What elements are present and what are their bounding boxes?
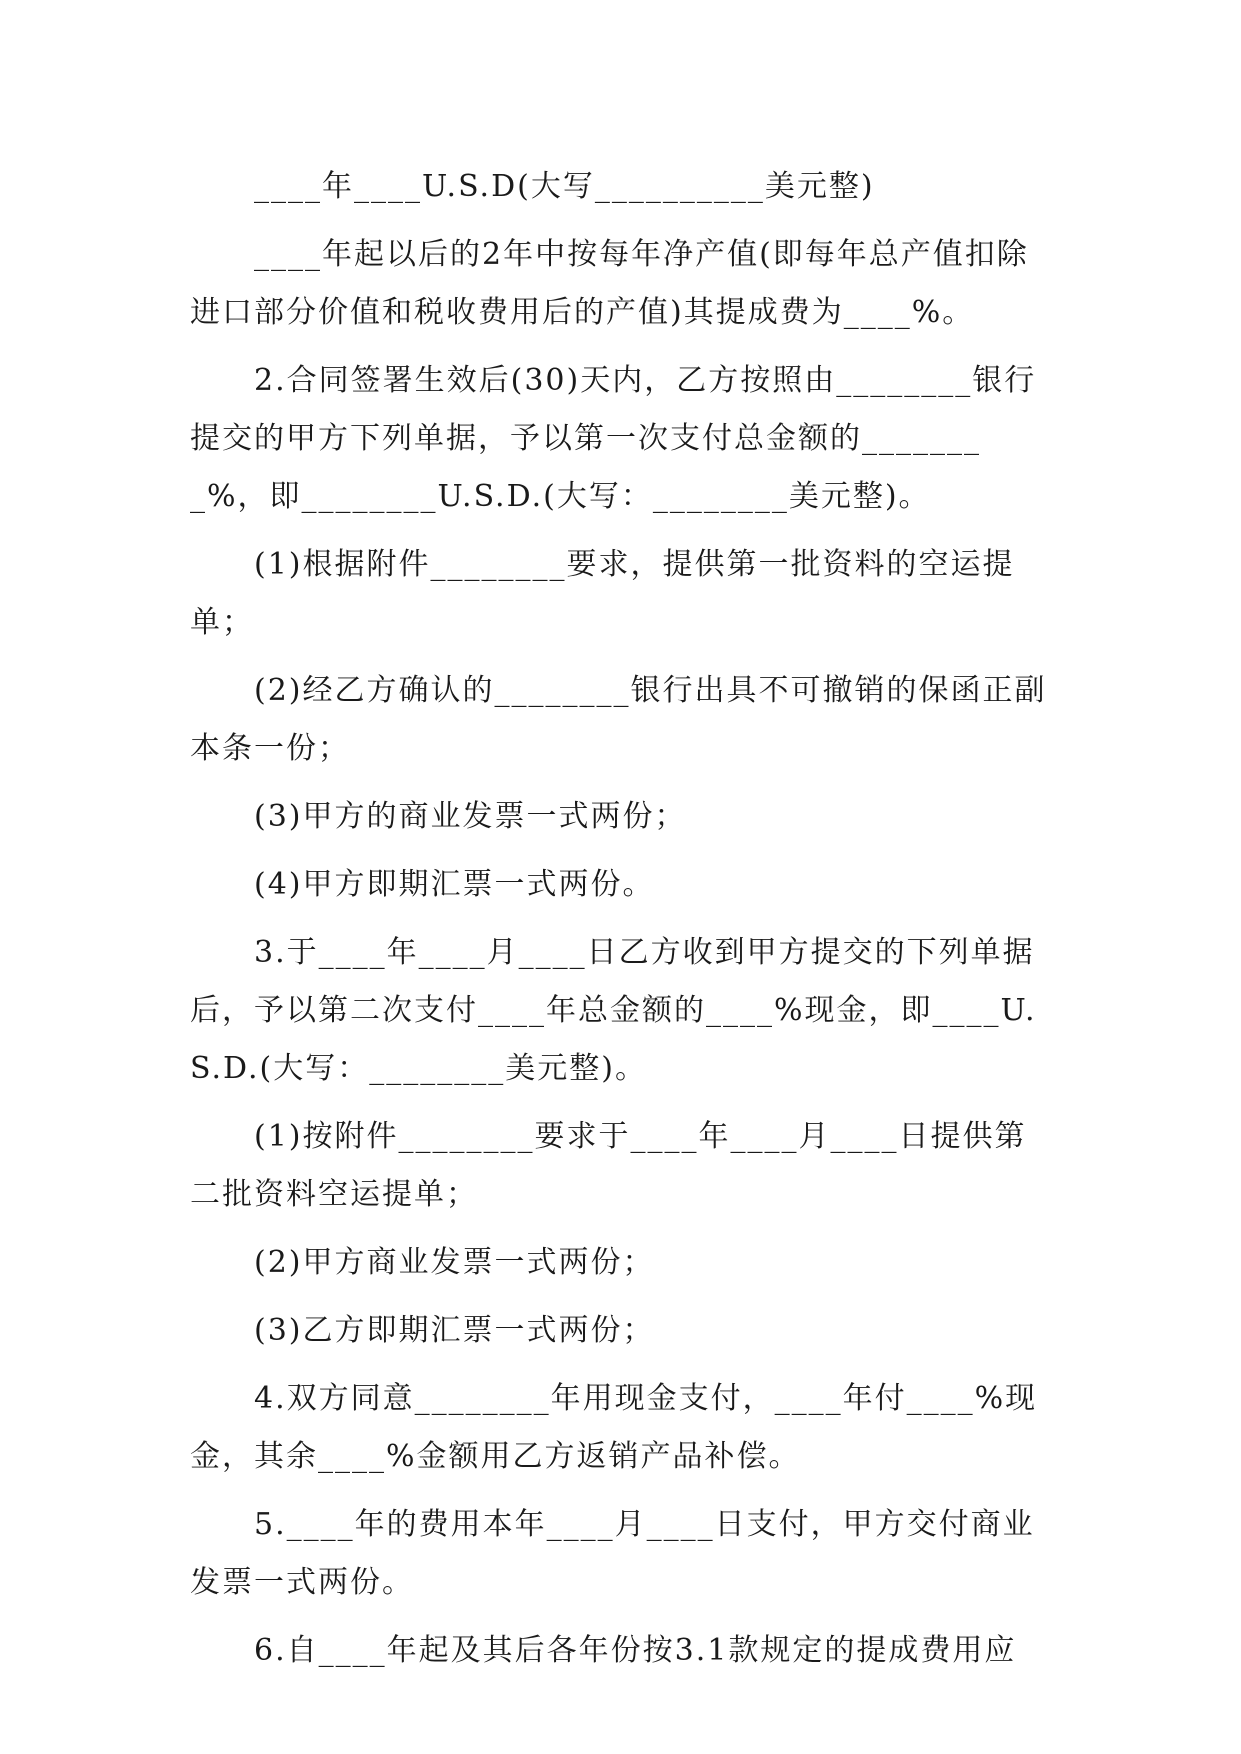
- paragraph-clause-4: 4.双方同意________年用现金支付，____年付____%现金，其余____%金额用乙方返销产品补偿。: [190, 1381, 1038, 1474]
- paragraph-clause-2-item-4: (4)甲方即期汇票一式两份。: [254, 867, 655, 902]
- paragraph-clause-6: 6.自____年起及其后各年份按3.1款规定的提成费用应: [254, 1633, 1017, 1668]
- paragraph-royalty-rate: ____年起以后的2年中按每年净产值(即每年总产值扣除进口部分价值和税收费用后的产值)其提成费为____%。: [190, 237, 1029, 330]
- paragraph-clause-2-item-1: (1)根据附件________要求，提供第一批资料的空运提单；: [190, 547, 1015, 640]
- document-body: [190, 158, 1050, 1680]
- paragraph-clause-2-item-2: (2)经乙方确认的________银行出具不可撤销的保函正副本条一份；: [190, 673, 1047, 766]
- paragraph-clause-5: 5.____年的费用本年____月____日支付，甲方交付商业发票一式两份。: [190, 1507, 1035, 1600]
- paragraph-clause-3-item-1: (1)按附件________要求于____年____月____日提供第二批资料空运提单；: [190, 1119, 1027, 1212]
- paragraph-usd-amount: ____年____U.S.D(大写__________美元整): [254, 169, 875, 204]
- paragraph-clause-2-item-3: (3)甲方的商业发票一式两份；: [254, 799, 687, 834]
- paragraph-clause-3: 3.于____年____月____日乙方收到甲方提交的下列单据后，予以第二次支付____年总金额的____%现金，即____U.S.D.(大写：________美元整)。: [190, 935, 1037, 1086]
- paragraph-clause-3-item-2: (2)甲方商业发票一式两份；: [254, 1245, 655, 1280]
- paragraph-clause-2: 2.合同签署生效后(30)天内，乙方按照由________银行提交的甲方下列单据，予以第一次支付总金额的________%，即________U.S.D.(大写：________美元整)。: [190, 363, 1037, 514]
- paragraph-clause-3-item-3: (3)乙方即期汇票一式两份；: [254, 1313, 655, 1348]
